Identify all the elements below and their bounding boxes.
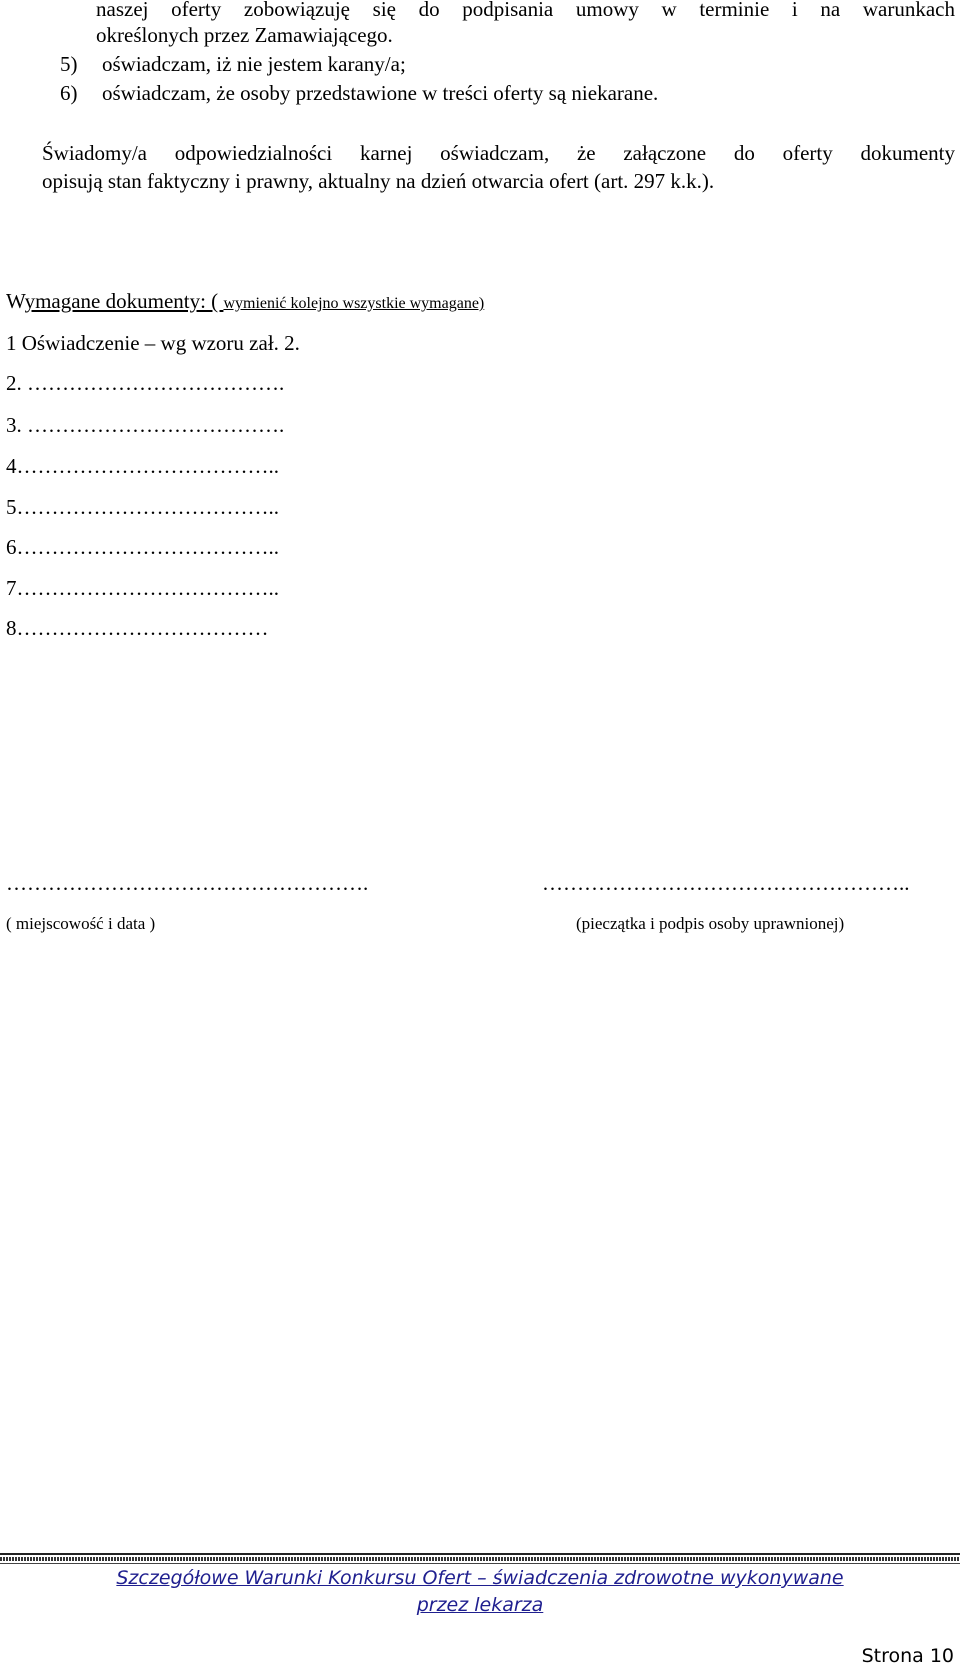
signature-dotted-line: …………………………………………….. bbox=[542, 871, 910, 895]
page-number: Strona 10 bbox=[861, 1645, 954, 1667]
signature-label: (pieczątka i podpis osoby uprawnionej) bbox=[576, 914, 845, 933]
doc-list-item: 8……………………………… bbox=[6, 616, 269, 640]
doc-list-item: 2. ………………………………. bbox=[6, 371, 285, 395]
declaration-text: oświadczam, iż nie jestem karany/a; bbox=[102, 52, 406, 76]
statement-line: opisują stan faktyczny i prawny, aktualny na dzień otwarcia ofert (art. 297 k.k.). bbox=[42, 169, 715, 193]
doc-list-item: 7……………………………….. bbox=[6, 576, 279, 600]
declaration-6 bbox=[60, 80, 658, 107]
date-place-label: ( miejscowość i data ) bbox=[6, 914, 156, 933]
doc-list-item: 6……………………………….. bbox=[6, 535, 279, 559]
footer-title-line: przez lekarza bbox=[416, 1594, 544, 1616]
heading-initial: W bbox=[6, 289, 25, 313]
doc-list-item: 4……………………………….. bbox=[6, 454, 279, 478]
footer-title-line: Szczegółowe Warunki Konkursu Ofert – świadczenia zdrowotne wykonywane bbox=[116, 1567, 844, 1589]
footer-rule bbox=[0, 1557, 960, 1561]
footer-rule bbox=[0, 1563, 960, 1564]
paragraph-line: naszej oferty zobowiązuję się do podpisania umowy w terminie i na warunkach bbox=[96, 0, 955, 21]
paragraph-line: określonych przez Zamawiającego. bbox=[96, 23, 393, 47]
footer-rule bbox=[0, 1553, 960, 1555]
declaration-number: 5) bbox=[60, 52, 78, 76]
statement-line: Świadomy/a odpowiedzialności karnej oświadczam, że załączone do oferty dokumenty bbox=[42, 141, 955, 165]
declaration-5 bbox=[60, 51, 406, 78]
required-docs-heading bbox=[6, 288, 484, 317]
doc-list-item: 1 Oświadczenie – wg wzoru zał. 2. bbox=[6, 331, 300, 355]
heading-note: wymienić kolejno wszystkie wymagane) bbox=[223, 295, 485, 312]
doc-list-item: 5……………………………….. bbox=[6, 495, 279, 519]
declaration-number: 6) bbox=[60, 81, 78, 105]
doc-list-item: 3. ………………………………. bbox=[6, 413, 285, 437]
heading-text: ymagane dokumenty: ( bbox=[24, 289, 224, 313]
footer-title bbox=[0, 1565, 960, 1619]
declaration-text: oświadczam, że osoby przedstawione w treści oferty są niekarane. bbox=[102, 81, 659, 105]
date-place-dotted-line: ……………………………………………. bbox=[6, 871, 369, 895]
